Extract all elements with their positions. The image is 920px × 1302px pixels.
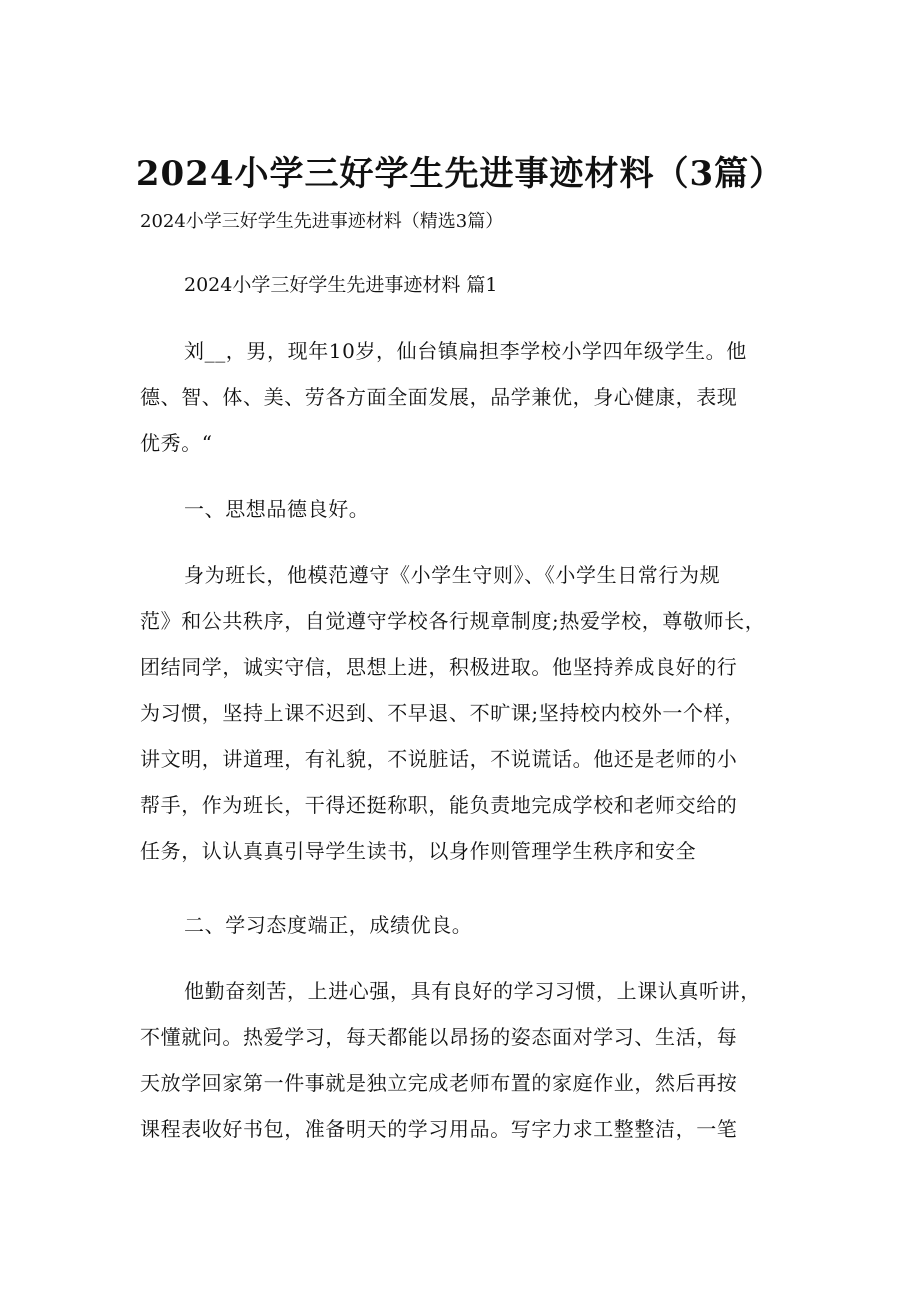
paragraph-line: 他勤奋刻苦，上进心强，具有良好的学习习惯，上课认真听讲， bbox=[184, 979, 761, 1003]
subheading-line: 一、思想品德良好。 bbox=[184, 497, 370, 521]
paragraph-line: 不懂就问。热爱学习，每天都能以昂扬的姿态面对学习、生活，每 bbox=[140, 1025, 738, 1049]
paragraph-moral bbox=[140, 552, 800, 874]
section-heading: 2024小学三好学生先进事迹材料 篇1 bbox=[184, 274, 498, 296]
paragraph-line: 身为班长，他模范遵守《小学生守则》、《小学生日常行为规 bbox=[184, 563, 721, 587]
paragraph-line: 刘__，男，现年10岁，仙台镇扁担李学校小学四年级学生。他 bbox=[184, 339, 747, 363]
subheading-study bbox=[140, 902, 800, 948]
paragraph-line: 课程表收好书包，准备明天的学习用品。写字力求工整整洁，一笔 bbox=[140, 1117, 738, 1141]
paragraph-line: 任务，认认真真引导学生读书，以身作则管理学生秩序和安全 bbox=[140, 839, 697, 863]
subheading-line: 二、学习态度端正，成绩优良。 bbox=[184, 913, 473, 937]
paragraph-line: 天放学回家第一件事就是独立完成老师布置的家庭作业，然后再按 bbox=[140, 1071, 738, 1095]
paragraph-intro bbox=[140, 328, 800, 466]
document-subtitle: 2024小学三好学生先进事迹材料（精选3篇） bbox=[140, 211, 504, 232]
paragraph-line: 德、智、体、美、劳各方面全面发展，品学兼优，身心健康，表现 bbox=[140, 385, 738, 409]
document-title: 2024小学三好学生先进事迹材料（3篇） bbox=[135, 154, 785, 194]
paragraph-line: 为习惯，坚持上课不迟到、不早退、不旷课;坚持校内校外一个样， bbox=[140, 701, 745, 725]
paragraph-line: 优秀。“ bbox=[140, 431, 213, 455]
paragraph-study bbox=[140, 968, 800, 1152]
paragraph-line: 范》和公共秩序，自觉遵守学校各行规章制度;热爱学校，尊敬师长， bbox=[140, 609, 766, 633]
paragraph-line: 帮手，作为班长，干得还挺称职，能负责地完成学校和老师交给的 bbox=[140, 793, 738, 817]
paragraph-line: 团结同学，诚实守信，思想上进，积极进取。他坚持养成良好的行 bbox=[140, 655, 738, 679]
paragraph-line: 讲文明，讲道理，有礼貌，不说脏话，不说谎话。他还是老师的小 bbox=[140, 747, 738, 771]
subheading-moral bbox=[140, 486, 800, 532]
